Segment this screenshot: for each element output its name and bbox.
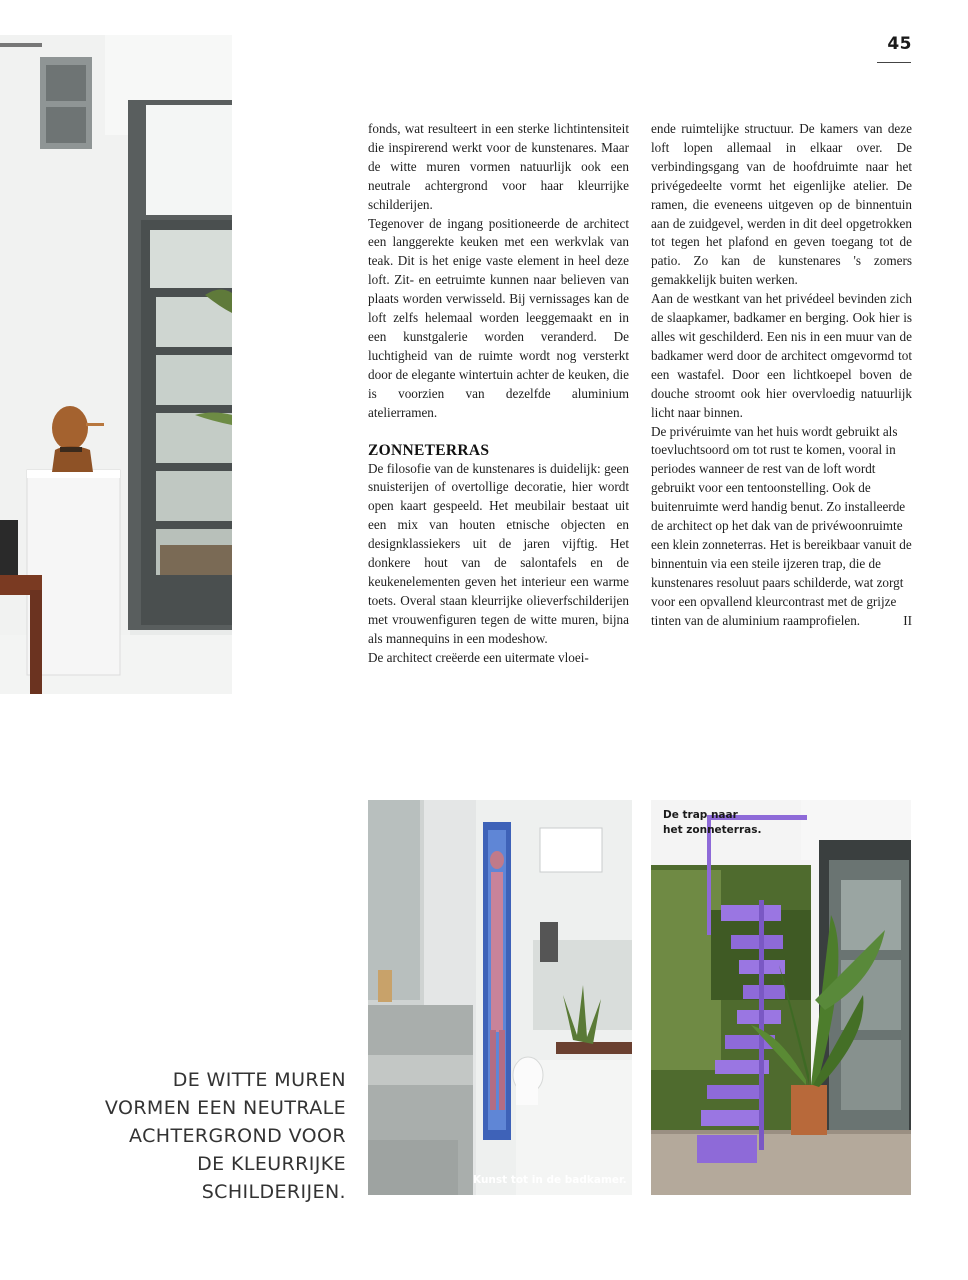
pull-quote-line: DE WITTE MUREN	[172, 1069, 346, 1091]
bathroom-photo	[368, 800, 632, 1195]
page-number-rule	[877, 62, 911, 63]
article-column-left	[368, 120, 629, 667]
loft-interior-photo	[0, 35, 232, 694]
paragraph: Aan de westkant van het privédeel bevinden zich de slaapkamer, badkamer en berging. Ook hier is alles wit geschilderd. Een nis in een muur van de badkamer werd door de architect omgevormd tot een wastafel. Door een lichtkoepel boven de douche stroomt ook hier overvloedig natuurlijk licht naar binnen.	[651, 291, 912, 420]
paragraph: De architect creëerde een uitermate vloei-	[368, 649, 589, 665]
paragraph: De filosofie van de kunstenares is duidelijk: geen snuisterijen of overtollige decoratie, hier wordt open kaart gespeeld. Het meubilair bestaat uit een mix van houten etnische objecten en designklassiekers uit de jaren vijftig. Het donkere hout van de salontafels en de keukenelementen geven het interieur een warme toets. Overal staan kleurrijke olieverfschilderijen met vrouwenfiguren tegen de witte muren, bijna als mannequins in een modeshow.	[368, 460, 629, 646]
paragraph: fonds, wat resulteert in een sterke lichtintensiteit die inspirerend werkt voor de kunstenares. Maar de witte muren vormen natuurlijk ook een neutrale achtergrond voor haar kleurrijke schilderijen.	[368, 121, 629, 212]
bathroom-photo-caption: Kunst tot in de badkamer.	[473, 1174, 627, 1186]
section-heading: ZONNETERRAS	[368, 441, 490, 459]
page-number: 45	[887, 34, 912, 54]
paragraph: De privéruimte van het huis wordt gebruikt als toevluchtsoord om tot rust te komen, vooral in periodes wanneer de rest van de loft wordt gebruikt voor een tentoonstelling. Ook de buitenruimte werd handig benut. Zo installeerde de architect op het dak van de privéwoonruimte een klein zonneterras. Het is bereikbaar vanuit de binnentuin via een steile ijzeren trap, die de kunstenares resoluut paars schilderde, wat zorgt voor een opvallend kleurcontrast met de grijze tinten van de aluminium raamprofielen.	[651, 423, 912, 628]
caption-line: het zonneterras.	[663, 824, 762, 836]
pull-quote-line: DE KLEURRIJKE	[197, 1153, 346, 1175]
paragraph: ende ruimtelijke structuur. De kamers van deze loft lopen allemaal in elkaar over. De verbindingsgang van de hoofdruimte naar het privégedeelte vormt het eigenlijke atelier. De ramen, die eveneens uitgeven op de binnentuin aan de zuidgevel, werden in dit deel opgetrokken tot tegen het plafond en geven toegang tot de patio. Zo kan de kunstenares 's zomers gemakkelijk buiten werken.	[651, 121, 912, 288]
caption-line: De trap naar	[663, 809, 738, 821]
article-end-mark: II	[903, 612, 912, 628]
stair-photo-caption	[663, 808, 773, 838]
pull-quote	[60, 1066, 346, 1206]
pull-quote-line: VORMEN EEN NEUTRALE	[104, 1097, 346, 1119]
pull-quote-line: SCHILDERIJEN.	[201, 1181, 346, 1203]
paragraph: Tegenover de ingang positioneerde de architect een langgerekte keuken met een werkvlak van teak. Dit is het enige vaste element in heel deze loft. Zit- en eetruimte kunnen naar believen van plaats worden verwisseld. Bij vernissages kan de loft zelfs helemaal worden leeggemaakt en in een kunstgalerie worden veranderd. De luchtigheid van de ruimte wordt nog versterkt door de elegante wintertuin achter de keuken, die is voorzien van dezelfde aluminium atelierramen.	[368, 215, 629, 420]
article-column-right	[651, 120, 912, 630]
pull-quote-line: ACHTERGROND VOOR	[129, 1125, 346, 1147]
stair-photo	[651, 800, 911, 1195]
